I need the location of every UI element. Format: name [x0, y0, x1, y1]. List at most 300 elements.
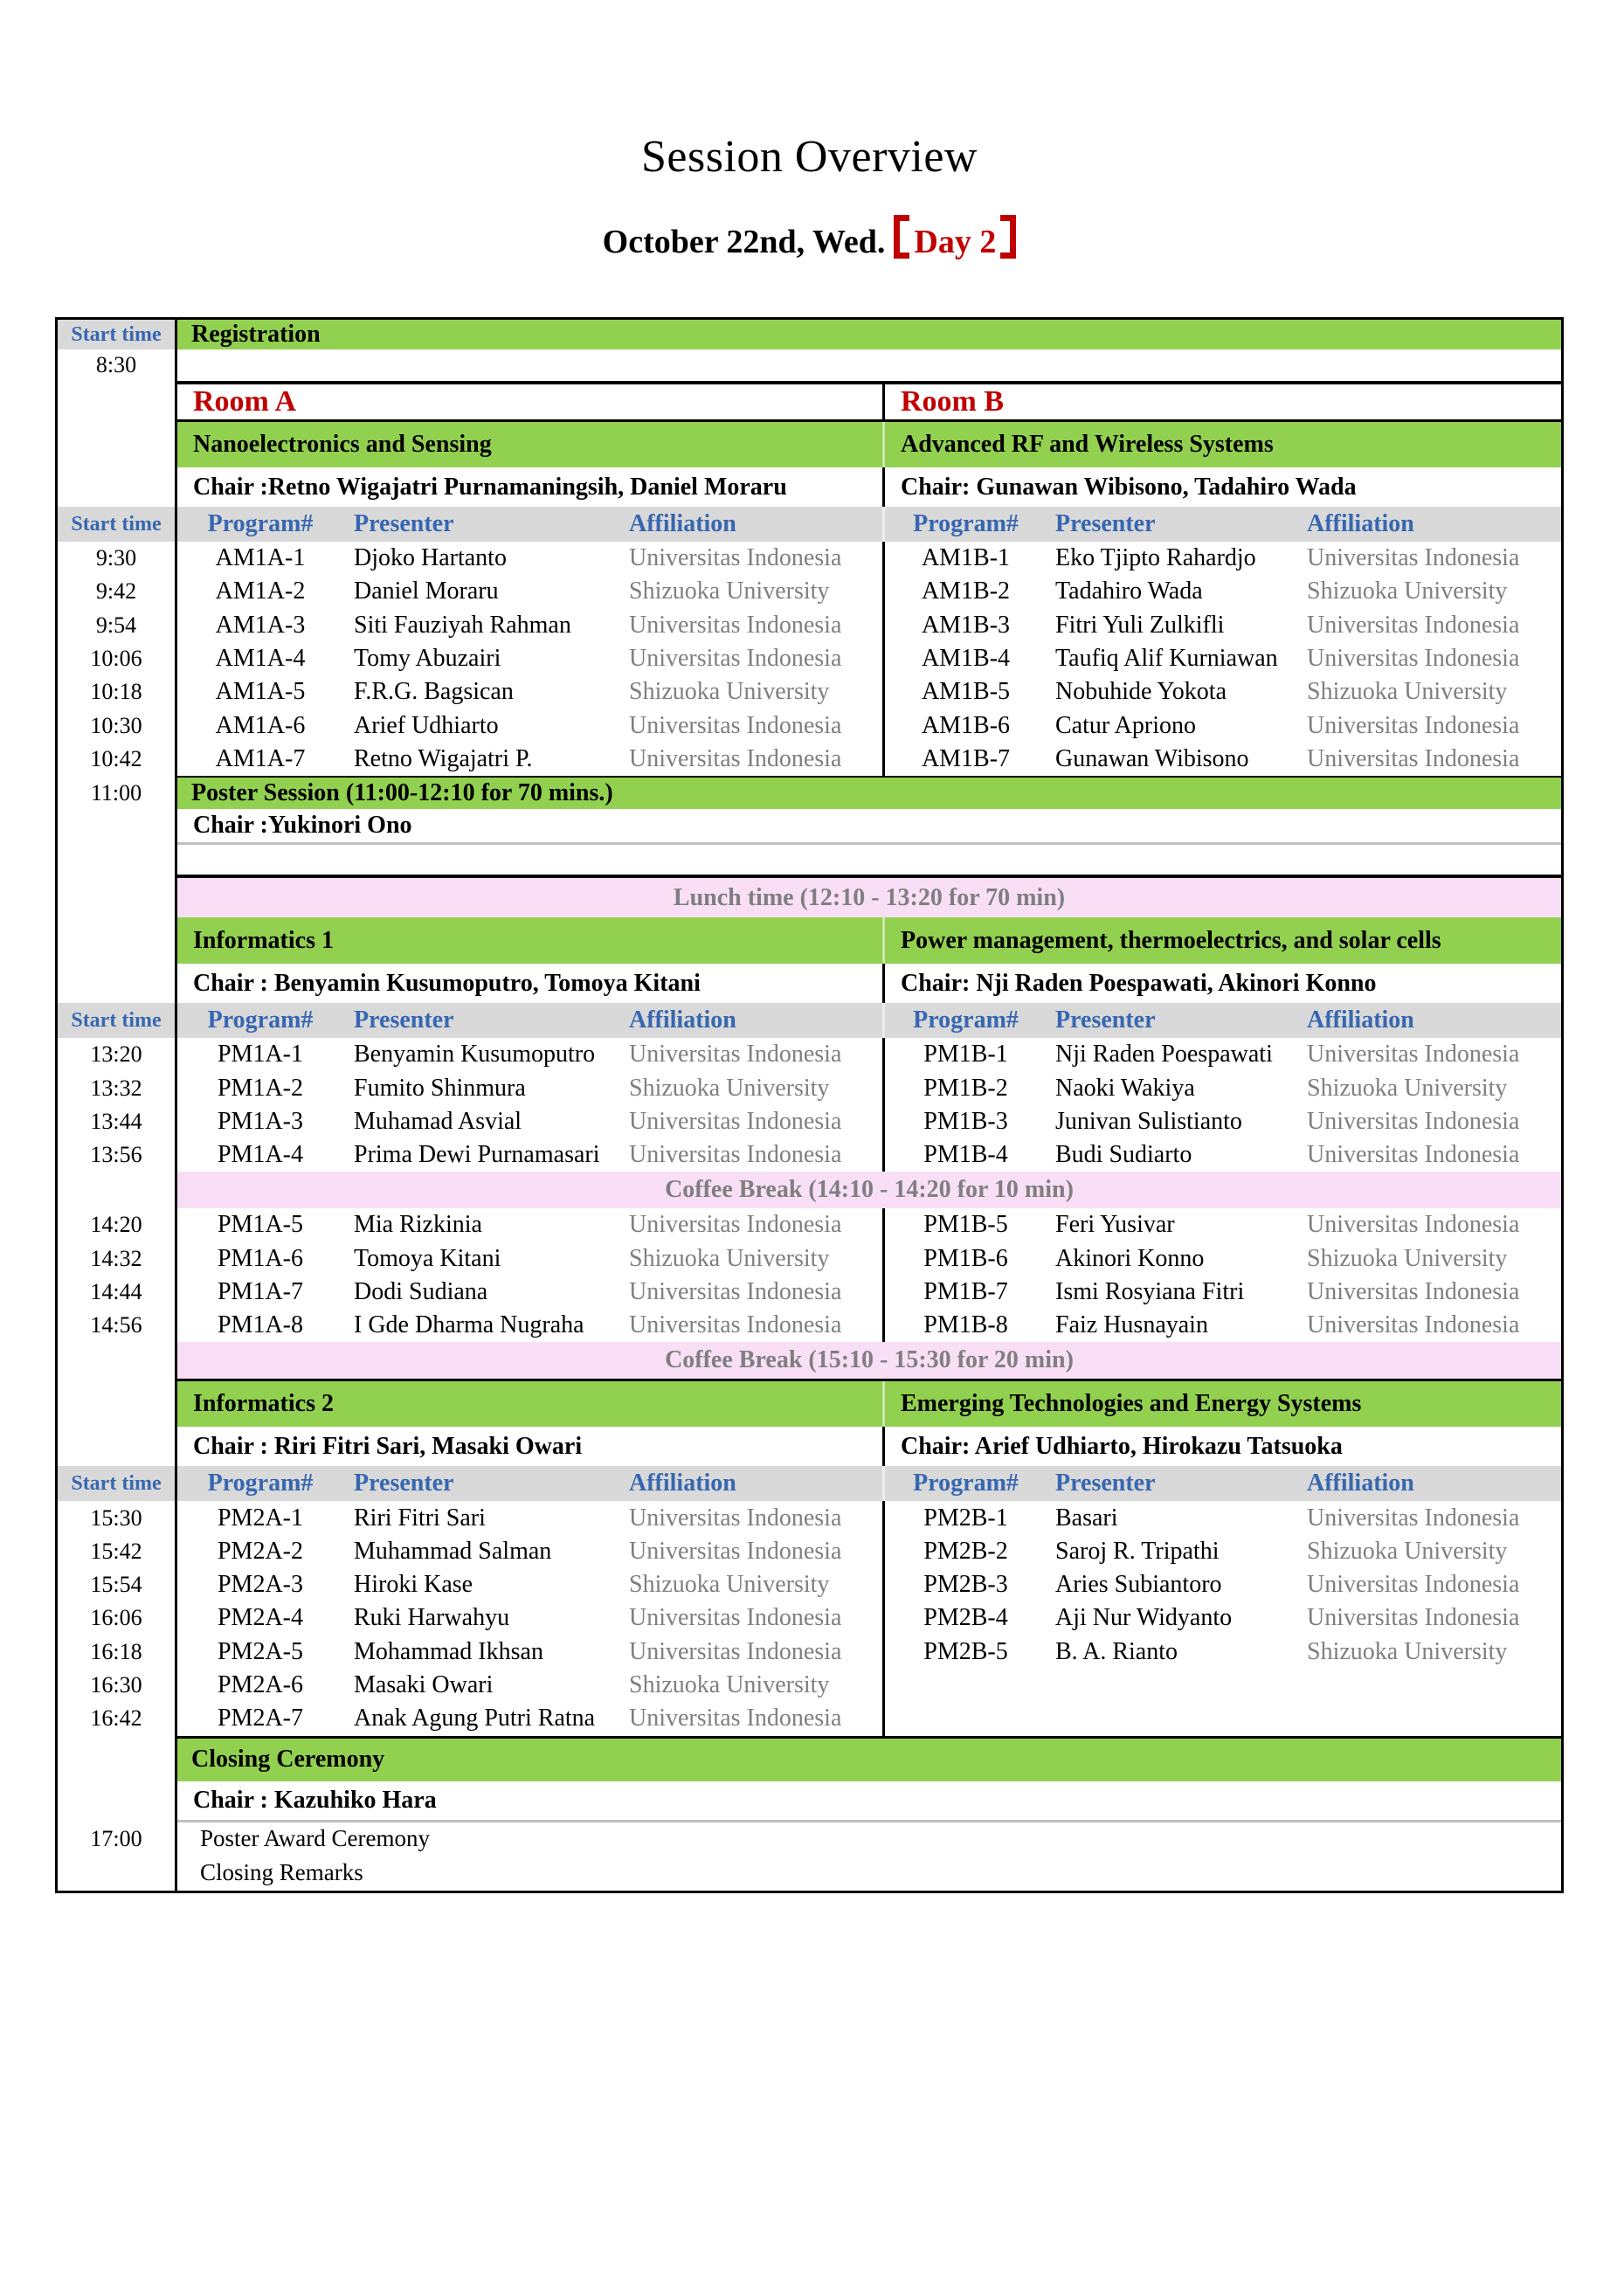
am-room-b-session-title: Advanced RF and Wireless Systems [885, 422, 1561, 467]
affiliation: Universitas Indonesia [629, 1107, 842, 1135]
pm2-room-b-session-title: Emerging Technologies and Energy Systems [885, 1381, 1561, 1427]
program-number: PM1A-4 [217, 1141, 303, 1169]
room-a-entry [177, 1601, 885, 1635]
pm2-room-a-session-title: Informatics 2 [177, 1381, 885, 1427]
room-b-entry [885, 709, 1561, 742]
coffee-break-row [58, 1342, 1561, 1379]
affiliation: Universitas Indonesia [629, 1637, 842, 1665]
room-a-entry [177, 1669, 885, 1702]
program-number: PM2A-2 [217, 1537, 303, 1565]
affiliation: Universitas Indonesia [1307, 611, 1520, 639]
start-time-cell: 13:32 [58, 1071, 177, 1104]
registration-banner: Registration [177, 320, 1561, 349]
program-header: Program# [913, 1470, 1019, 1497]
table-row [58, 642, 1561, 675]
empty-time-cell [58, 1739, 177, 1781]
program-number: PM2B-5 [923, 1637, 1008, 1665]
start-time-cell: 8:30 [58, 349, 177, 381]
start-time-cell: 10:06 [58, 642, 177, 675]
presenter-name: Djoko Hartanto [354, 544, 507, 572]
start-time-cell: 9:54 [58, 609, 177, 642]
affiliation: Universitas Indonesia [1307, 1278, 1520, 1305]
empty-time-cell [58, 384, 177, 419]
affiliation: Universitas Indonesia [629, 1504, 842, 1532]
affiliation: Universitas Indonesia [1307, 1571, 1520, 1599]
room-a-entry [177, 1208, 885, 1241]
program-number: PM2A-6 [217, 1671, 303, 1699]
room-a-entry [177, 1501, 885, 1534]
room-b-entry [885, 1702, 1561, 1735]
presenter-header: Presenter [1055, 1470, 1156, 1497]
program-number: PM2A-5 [217, 1637, 303, 1665]
room-a-entry [177, 642, 885, 675]
closing-item: Poster Award Ceremony [200, 1825, 430, 1852]
program-number: PM1B-8 [923, 1311, 1008, 1339]
table-row [58, 1601, 1561, 1635]
presenter-name: B. A. Rianto [1055, 1637, 1178, 1665]
start-time-cell: 15:54 [58, 1568, 177, 1601]
lunch-row [58, 878, 1561, 917]
program-number: PM1B-6 [923, 1244, 1008, 1272]
pm1-session-title-row [58, 917, 1561, 964]
start-time-cell: 9:42 [58, 575, 177, 608]
table-row [58, 1568, 1561, 1601]
table-row [58, 1138, 1561, 1172]
room-a-entry [177, 1535, 885, 1568]
presenter-name: Basari [1055, 1504, 1118, 1532]
start-time-cell: 13:44 [58, 1105, 177, 1138]
room-b-entry [885, 743, 1561, 776]
presenter-header: Presenter [1055, 1006, 1156, 1034]
affiliation: Shizuoka University [1307, 1074, 1508, 1102]
affiliation: Shizuoka University [1307, 577, 1508, 605]
affiliation: Universitas Indonesia [1307, 744, 1520, 772]
affiliation: Universitas Indonesia [1307, 1604, 1520, 1632]
start-time-cell: 15:42 [58, 1535, 177, 1568]
start-time-cell: 10:18 [58, 675, 177, 709]
table-row [58, 1501, 1561, 1534]
presenter-name: Tomy Abuzairi [354, 645, 501, 673]
presenter-name: Dodi Sudiana [354, 1278, 488, 1305]
am-room-a-chair: Chair :Retno Wigajatri Purnamaningsih, Daniel Moraru [177, 467, 885, 507]
presenter-name: Benyamin Kusumoputro [354, 1041, 596, 1068]
program-header: Program# [913, 510, 1019, 537]
room-b-entry [885, 1669, 1561, 1702]
table-row [58, 1669, 1561, 1702]
room-a-entry [177, 1568, 885, 1601]
room-a-entry [177, 1702, 885, 1735]
empty-time-cell [58, 1381, 177, 1427]
date-line: October 22nd, Wed. [602, 224, 886, 260]
affiliation-header: Affiliation [1307, 510, 1414, 537]
registration-row [58, 320, 1561, 349]
lunch-banner: Lunch time (12:10 - 13:20 for 70 min) [177, 878, 1561, 917]
program-number: PM1B-1 [923, 1041, 1008, 1068]
room-a-column-headers [177, 507, 885, 542]
presenter-name: Hiroki Kase [354, 1571, 473, 1599]
pm1-early-rows [58, 1038, 1561, 1172]
start-time-header: Start time [58, 1003, 177, 1038]
affiliation: Shizuoka University [629, 1074, 830, 1102]
closing-item-row [58, 1856, 1561, 1891]
room-b-column-headers [885, 1003, 1561, 1038]
room-a-entry [177, 1309, 885, 1342]
empty-cell [177, 349, 1561, 381]
affiliation-header: Affiliation [1307, 1006, 1414, 1034]
presenter-name: Nji Raden Poespawati [1055, 1041, 1273, 1068]
program-number: AM1B-1 [921, 544, 1011, 572]
program-number: PM1A-1 [217, 1041, 303, 1068]
affiliation: Shizuoka University [629, 1244, 830, 1272]
room-a-column-headers [177, 1466, 885, 1501]
affiliation: Universitas Indonesia [629, 1705, 842, 1732]
program-number: AM1A-7 [215, 744, 306, 772]
pm1-late-rows [58, 1208, 1561, 1342]
presenter-name: Junivan Sulistianto [1055, 1107, 1242, 1135]
table-row [58, 542, 1561, 575]
start-time-cell: 15:30 [58, 1501, 177, 1534]
program-number: AM1A-5 [215, 678, 306, 706]
presenter-name: Faiz Husnayain [1055, 1311, 1208, 1339]
table-row [58, 1702, 1561, 1735]
presenter-name: Aries Subiantoro [1055, 1571, 1222, 1599]
presenter-name: Retno Wigajatri P. [354, 744, 533, 772]
empty-time-cell [58, 467, 177, 507]
program-number: AM1A-3 [215, 611, 306, 639]
start-time-cell: 16:18 [58, 1636, 177, 1669]
program-header: Program# [207, 1470, 314, 1497]
presenter-name: Anak Agung Putri Ratna [354, 1705, 596, 1732]
room-a-entry [177, 1105, 885, 1138]
pm1-room-a-chair: Chair : Benyamin Kusumoputro, Tomoya Kitani [177, 964, 885, 1003]
program-number: PM1A-7 [217, 1278, 303, 1305]
room-name-row [58, 384, 1561, 419]
affiliation: Universitas Indonesia [1307, 1107, 1520, 1135]
affiliation: Universitas Indonesia [1307, 544, 1520, 572]
coffee-break-banner: Coffee Break (15:10 - 15:30 for 20 min) [177, 1342, 1561, 1379]
closing-ceremony-row [58, 1739, 1561, 1781]
room-b-entry [885, 1309, 1561, 1342]
room-a-entry [177, 743, 885, 776]
start-time-cell: 16:06 [58, 1601, 177, 1635]
program-number: AM1A-1 [215, 544, 306, 572]
day-badge-label: Day 2 [914, 224, 997, 260]
affiliation-header: Affiliation [629, 510, 736, 537]
am-session-rows [58, 542, 1561, 776]
room-b-entry [885, 1601, 1561, 1635]
presenter-name: F.R.G. Bagsican [354, 678, 514, 706]
affiliation: Universitas Indonesia [629, 611, 842, 639]
affiliation: Universitas Indonesia [1307, 711, 1520, 739]
empty-time-cell [58, 1172, 177, 1208]
program-header: Program# [913, 1006, 1019, 1034]
start-time-cell: 16:30 [58, 1669, 177, 1702]
empty-time-cell [58, 1427, 177, 1466]
room-b-entry [885, 642, 1561, 675]
affiliation: Universitas Indonesia [629, 1041, 842, 1068]
affiliation: Universitas Indonesia [1307, 1311, 1520, 1339]
affiliation: Universitas Indonesia [629, 711, 842, 739]
room-a-entry [177, 1071, 885, 1104]
closing-item-row [58, 1822, 1561, 1856]
presenter-name: Riri Fitri Sari [354, 1504, 486, 1532]
affiliation: Universitas Indonesia [1307, 1141, 1520, 1169]
registration-time-row [58, 349, 1561, 381]
am-session-title-row [58, 422, 1561, 467]
presenter-name: Tadahiro Wada [1055, 577, 1203, 605]
empty-time-cell [58, 422, 177, 467]
room-a-entry [177, 709, 885, 742]
pm2-room-a-chair: Chair : Riri Fitri Sari, Masaki Owari [177, 1427, 885, 1466]
empty-time-cell [58, 845, 177, 875]
presenter-name: Siti Fauziyah Rahman [354, 611, 571, 639]
program-number: AM1B-7 [921, 744, 1011, 772]
program-number: PM2B-2 [923, 1537, 1008, 1565]
am-room-a-session-title: Nanoelectronics and Sensing [177, 422, 885, 467]
session-table [55, 317, 1564, 1893]
program-number: PM1B-5 [923, 1211, 1008, 1239]
start-time-cell: 10:30 [58, 709, 177, 742]
column-header-row [58, 1466, 1561, 1501]
presenter-name: Mohammad Ikhsan [354, 1637, 543, 1665]
table-row [58, 1242, 1561, 1276]
program-number: PM1A-6 [217, 1244, 303, 1272]
room-a-entry [177, 1138, 885, 1172]
program-header: Program# [207, 1006, 314, 1034]
presenter-name: Saroj R. Tripathi [1055, 1537, 1220, 1565]
start-time-header: Start time [58, 320, 177, 349]
room-b-entry [885, 1276, 1561, 1309]
start-time-cell: 14:32 [58, 1242, 177, 1276]
pm2-session-title-row [58, 1381, 1561, 1427]
start-time-header: Start time [58, 507, 177, 542]
presenter-name: Budi Sudiarto [1055, 1141, 1192, 1169]
start-time-cell: 14:20 [58, 1208, 177, 1241]
program-number: PM2B-3 [923, 1571, 1008, 1599]
program-number: PM2A-3 [217, 1571, 303, 1599]
room-a-entry [177, 542, 885, 575]
presenter-name: Fumito Shinmura [354, 1074, 526, 1102]
presenter-name: Masaki Owari [354, 1671, 494, 1699]
room-a-entry [177, 1038, 885, 1071]
pm2-room-b-chair: Chair: Arief Udhiarto, Hirokazu Tatsuoka [901, 1432, 1343, 1460]
program-number: PM1A-8 [217, 1311, 303, 1339]
empty-time-cell [58, 809, 177, 842]
affiliation-header: Affiliation [629, 1470, 736, 1497]
room-b-entry [885, 675, 1561, 709]
pm1-room-b-session-title: Power management, thermoelectrics, and solar cells [885, 917, 1561, 964]
affiliation: Shizuoka University [629, 1571, 830, 1599]
program-number: PM1B-7 [923, 1278, 1008, 1305]
table-row [58, 575, 1561, 608]
affiliation: Universitas Indonesia [629, 744, 842, 772]
table-row [58, 1309, 1561, 1342]
spacer-row [58, 845, 1561, 875]
presenter-header: Presenter [354, 1006, 454, 1034]
column-header-row [58, 507, 1561, 542]
presenter-header: Presenter [354, 510, 454, 537]
table-row [58, 1636, 1561, 1669]
room-b-entry [885, 575, 1561, 608]
presenter-name: Muhammad Salman [354, 1537, 552, 1565]
presenter-name: Daniel Moraru [354, 577, 499, 605]
poster-session-row [58, 778, 1561, 809]
program-number: PM2A-1 [217, 1504, 303, 1532]
presenter-name: Muhamad Asvial [354, 1107, 522, 1135]
presenter-name: Naoki Wakiya [1055, 1074, 1195, 1102]
affiliation: Universitas Indonesia [629, 1211, 842, 1239]
start-time-cell: 16:42 [58, 1702, 177, 1735]
room-b-label: Room B [901, 385, 1005, 418]
room-a-entry [177, 1276, 885, 1309]
start-time-cell: 17:00 [58, 1822, 177, 1856]
affiliation: Universitas Indonesia [1307, 1211, 1520, 1239]
program-number: PM1B-4 [923, 1141, 1008, 1169]
pm2-session-rows [58, 1501, 1561, 1735]
start-time-cell: 11:00 [58, 778, 177, 809]
table-row [58, 743, 1561, 776]
affiliation: Universitas Indonesia [629, 1278, 842, 1305]
program-number: PM1A-2 [217, 1074, 303, 1102]
program-number: PM1A-3 [217, 1107, 303, 1135]
closing-chair-row [58, 1781, 1561, 1820]
table-row [58, 1276, 1561, 1309]
poster-chair-row [58, 809, 1561, 842]
room-b-entry [885, 1242, 1561, 1276]
start-time-cell: 14:44 [58, 1276, 177, 1309]
affiliation-header: Affiliation [629, 1006, 736, 1034]
day-badge-bracket-left-icon [894, 215, 909, 259]
affiliation: Universitas Indonesia [629, 1141, 842, 1169]
day-badge-bracket-right-icon [1000, 215, 1016, 259]
empty-time-cell [58, 1781, 177, 1820]
affiliation: Shizuoka University [1307, 1244, 1508, 1272]
presenter-name: Akinori Konno [1055, 1244, 1205, 1272]
presenter-name: Ruki Harwahyu [354, 1604, 510, 1632]
program-number: PM2B-4 [923, 1604, 1008, 1632]
room-a-entry [177, 1242, 885, 1276]
room-b-entry [885, 1138, 1561, 1172]
affiliation: Universitas Indonesia [629, 1537, 842, 1565]
table-row [58, 609, 1561, 642]
start-time-header: Start time [58, 1466, 177, 1501]
presenter-name: Ismi Rosyiana Fitri [1055, 1278, 1245, 1305]
pm2-chair-row [58, 1427, 1561, 1466]
room-b-entry [885, 1105, 1561, 1138]
table-row [58, 709, 1561, 742]
affiliation: Shizuoka University [1307, 1637, 1508, 1665]
affiliation: Shizuoka University [629, 577, 830, 605]
room-a-entry [177, 1636, 885, 1669]
empty-cell [177, 845, 1561, 875]
affiliation: Shizuoka University [629, 1671, 830, 1699]
program-number: PM2A-7 [217, 1705, 303, 1732]
program-header: Program# [207, 510, 314, 537]
program-number: AM1A-2 [215, 577, 306, 605]
affiliation: Universitas Indonesia [629, 1311, 842, 1339]
start-time-cell: 13:20 [58, 1038, 177, 1071]
room-b-entry [885, 1038, 1561, 1071]
program-number: PM2A-4 [217, 1604, 303, 1632]
poster-session-banner: Poster Session (11:00-12:10 for 70 mins.) [177, 778, 1561, 809]
presenter-name: Taufiq Alif Kurniawan [1055, 645, 1278, 673]
presenter-name: Catur Apriono [1055, 711, 1196, 739]
presenter-header: Presenter [354, 1470, 454, 1497]
room-b-entry [885, 1071, 1561, 1104]
start-time-cell: 14:56 [58, 1309, 177, 1342]
empty-time-cell [58, 1342, 177, 1379]
presenter-name: Gunawan Wibisono [1055, 744, 1249, 772]
start-time-cell: 13:56 [58, 1138, 177, 1172]
presenter-name: I Gde Dharma Nugraha [354, 1311, 584, 1339]
program-number: AM1B-5 [921, 678, 1011, 706]
column-header-row [58, 1003, 1561, 1038]
program-number: AM1B-6 [921, 711, 1011, 739]
affiliation: Universitas Indonesia [629, 544, 842, 572]
am-room-b-chair: Chair: Gunawan Wibisono, Tadahiro Wada [901, 473, 1357, 501]
poster-chair: Chair :Yukinori Ono [193, 812, 412, 840]
table-row [58, 1105, 1561, 1138]
program-number: AM1B-4 [921, 645, 1011, 673]
closing-ceremony-banner: Closing Ceremony [177, 1739, 1561, 1781]
empty-time-cell [58, 964, 177, 1003]
affiliation-header: Affiliation [1307, 1470, 1414, 1497]
affiliation: Universitas Indonesia [1307, 1504, 1520, 1532]
start-time-cell: 9:30 [58, 542, 177, 575]
table-row [58, 675, 1561, 709]
presenter-name: Feri Yusivar [1055, 1211, 1175, 1239]
presenter-name: Arief Udhiarto [354, 711, 499, 739]
affiliation: Shizuoka University [629, 678, 830, 706]
presenter-name: Tomoya Kitani [354, 1244, 501, 1272]
room-a-column-headers [177, 1003, 885, 1038]
room-b-entry [885, 1208, 1561, 1241]
empty-time-cell [58, 878, 177, 917]
table-row [58, 1208, 1561, 1241]
closing-item: Closing Remarks [200, 1859, 363, 1886]
pm1-chair-row [58, 964, 1561, 1003]
coffee-break-row [58, 1172, 1561, 1208]
room-b-column-headers [885, 1466, 1561, 1501]
presenter-name: Nobuhide Yokota [1055, 678, 1227, 706]
room-a-entry [177, 675, 885, 709]
presenter-name: Eko Tjipto Rahardjo [1055, 544, 1256, 572]
presenter-header: Presenter [1055, 510, 1156, 537]
page-title: Session Overview [641, 132, 978, 182]
affiliation: Universitas Indonesia [1307, 1041, 1520, 1068]
program-number: PM1A-5 [217, 1211, 303, 1239]
table-row [58, 1071, 1561, 1104]
presenter-name: Fitri Yuli Zulkifli [1055, 611, 1225, 639]
program-number: AM1B-2 [921, 577, 1011, 605]
table-row [58, 1535, 1561, 1568]
room-b-column-headers [885, 507, 1561, 542]
closing-chair: Chair : Kazuhiko Hara [193, 1786, 437, 1814]
room-a-entry [177, 609, 885, 642]
program-number: PM2B-1 [923, 1504, 1008, 1532]
room-b-entry [885, 1568, 1561, 1601]
program-number: AM1A-4 [215, 645, 306, 673]
affiliation: Universitas Indonesia [629, 1604, 842, 1632]
program-number: PM1B-2 [923, 1074, 1008, 1102]
presenter-name: Aji Nur Widyanto [1055, 1604, 1233, 1632]
empty-time-cell [58, 1856, 177, 1891]
room-a-entry [177, 575, 885, 608]
affiliation: Shizuoka University [1307, 1537, 1508, 1565]
room-b-entry [885, 542, 1561, 575]
program-number: AM1A-6 [215, 711, 306, 739]
pm1-room-b-chair: Chair: Nji Raden Poespawati, Akinori Konno [901, 969, 1377, 997]
